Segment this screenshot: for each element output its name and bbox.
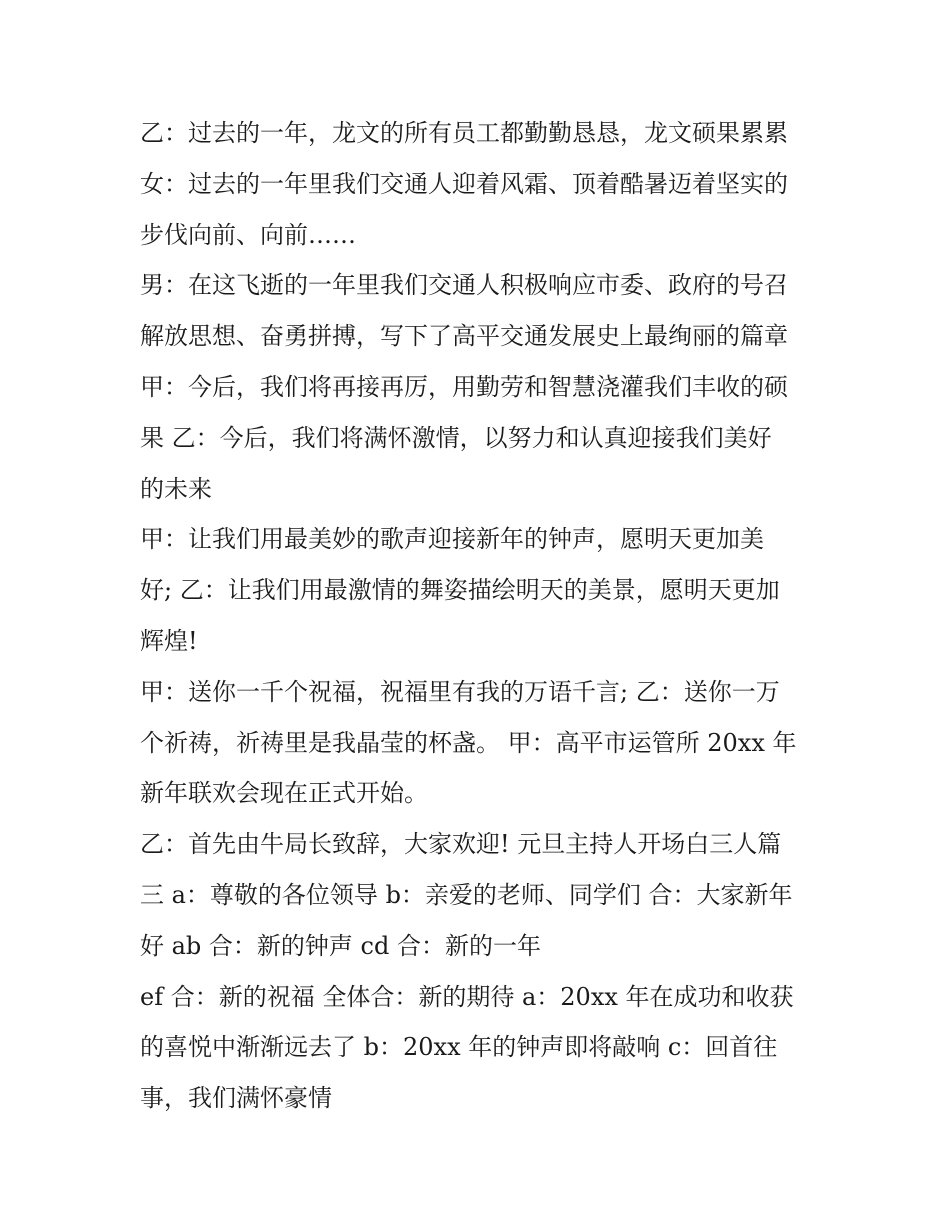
text-line: 甲：今后，我们将再接再厉，用勤劳和智慧浇灌我们丰收的硕 (140, 372, 788, 401)
text-line: 辉煌! (140, 626, 198, 655)
text-line: 的喜悦中渐渐远去了 b：20xx 年的钟声即将敲响 c：回首往 (140, 1033, 778, 1062)
text-line: 女：过去的一年里我们交通人迎着风霜、顶着酷暑迈着坚实的 (140, 169, 788, 198)
text-line: 乙：过去的一年，龙文的所有员工都勤勤恳恳，龙文硕果累累 (140, 119, 788, 147)
text-line: 解放思想、奋勇拼搏，写下了高平交通发展史上最绚丽的篇章 (140, 322, 788, 351)
text-line: 乙：首先由牛局长致辞，大家欢迎! 元旦主持人开场白三人篇 (140, 830, 782, 859)
text-line: 甲：送你一千个祝福，祝福里有我的万语千言; 乙：送你一万 (140, 677, 780, 706)
text-line: 甲：让我们用最美妙的歌声迎接新年的钟声，愿明天更加美 (140, 525, 764, 554)
document-body (140, 108, 820, 1124)
text-line: 三 a：尊敬的各位领导 b：亲爱的老师、同学们 合：大家新年 (140, 880, 793, 909)
text-line: 步伐向前、向前…… (140, 220, 356, 249)
text-line: 新年联欢会现在正式开始。 (140, 779, 428, 808)
text-line: 的未来 (140, 474, 212, 503)
text-line: 事，我们满怀豪情 (140, 1084, 332, 1113)
text-line: 个祈祷，祈祷里是我晶莹的杯盏。 甲：高平市运管所 20xx 年 (140, 728, 797, 757)
text-line: 果 乙：今后，我们将满怀激情，以努力和认真迎接我们美好 (140, 423, 772, 452)
text-line: ef 合：新的祝福 全体合：新的期待 a：20xx 年在成功和收获 (140, 982, 794, 1011)
text-line: 好 ab 合：新的钟声 cd 合：新的一年 (140, 931, 541, 960)
text-line: 男：在这飞逝的一年里我们交通人积极响应市委、政府的号召 (140, 271, 788, 300)
text-line: 好; 乙：让我们用最激情的舞姿描绘明天的美景，愿明天更加 (140, 576, 780, 605)
